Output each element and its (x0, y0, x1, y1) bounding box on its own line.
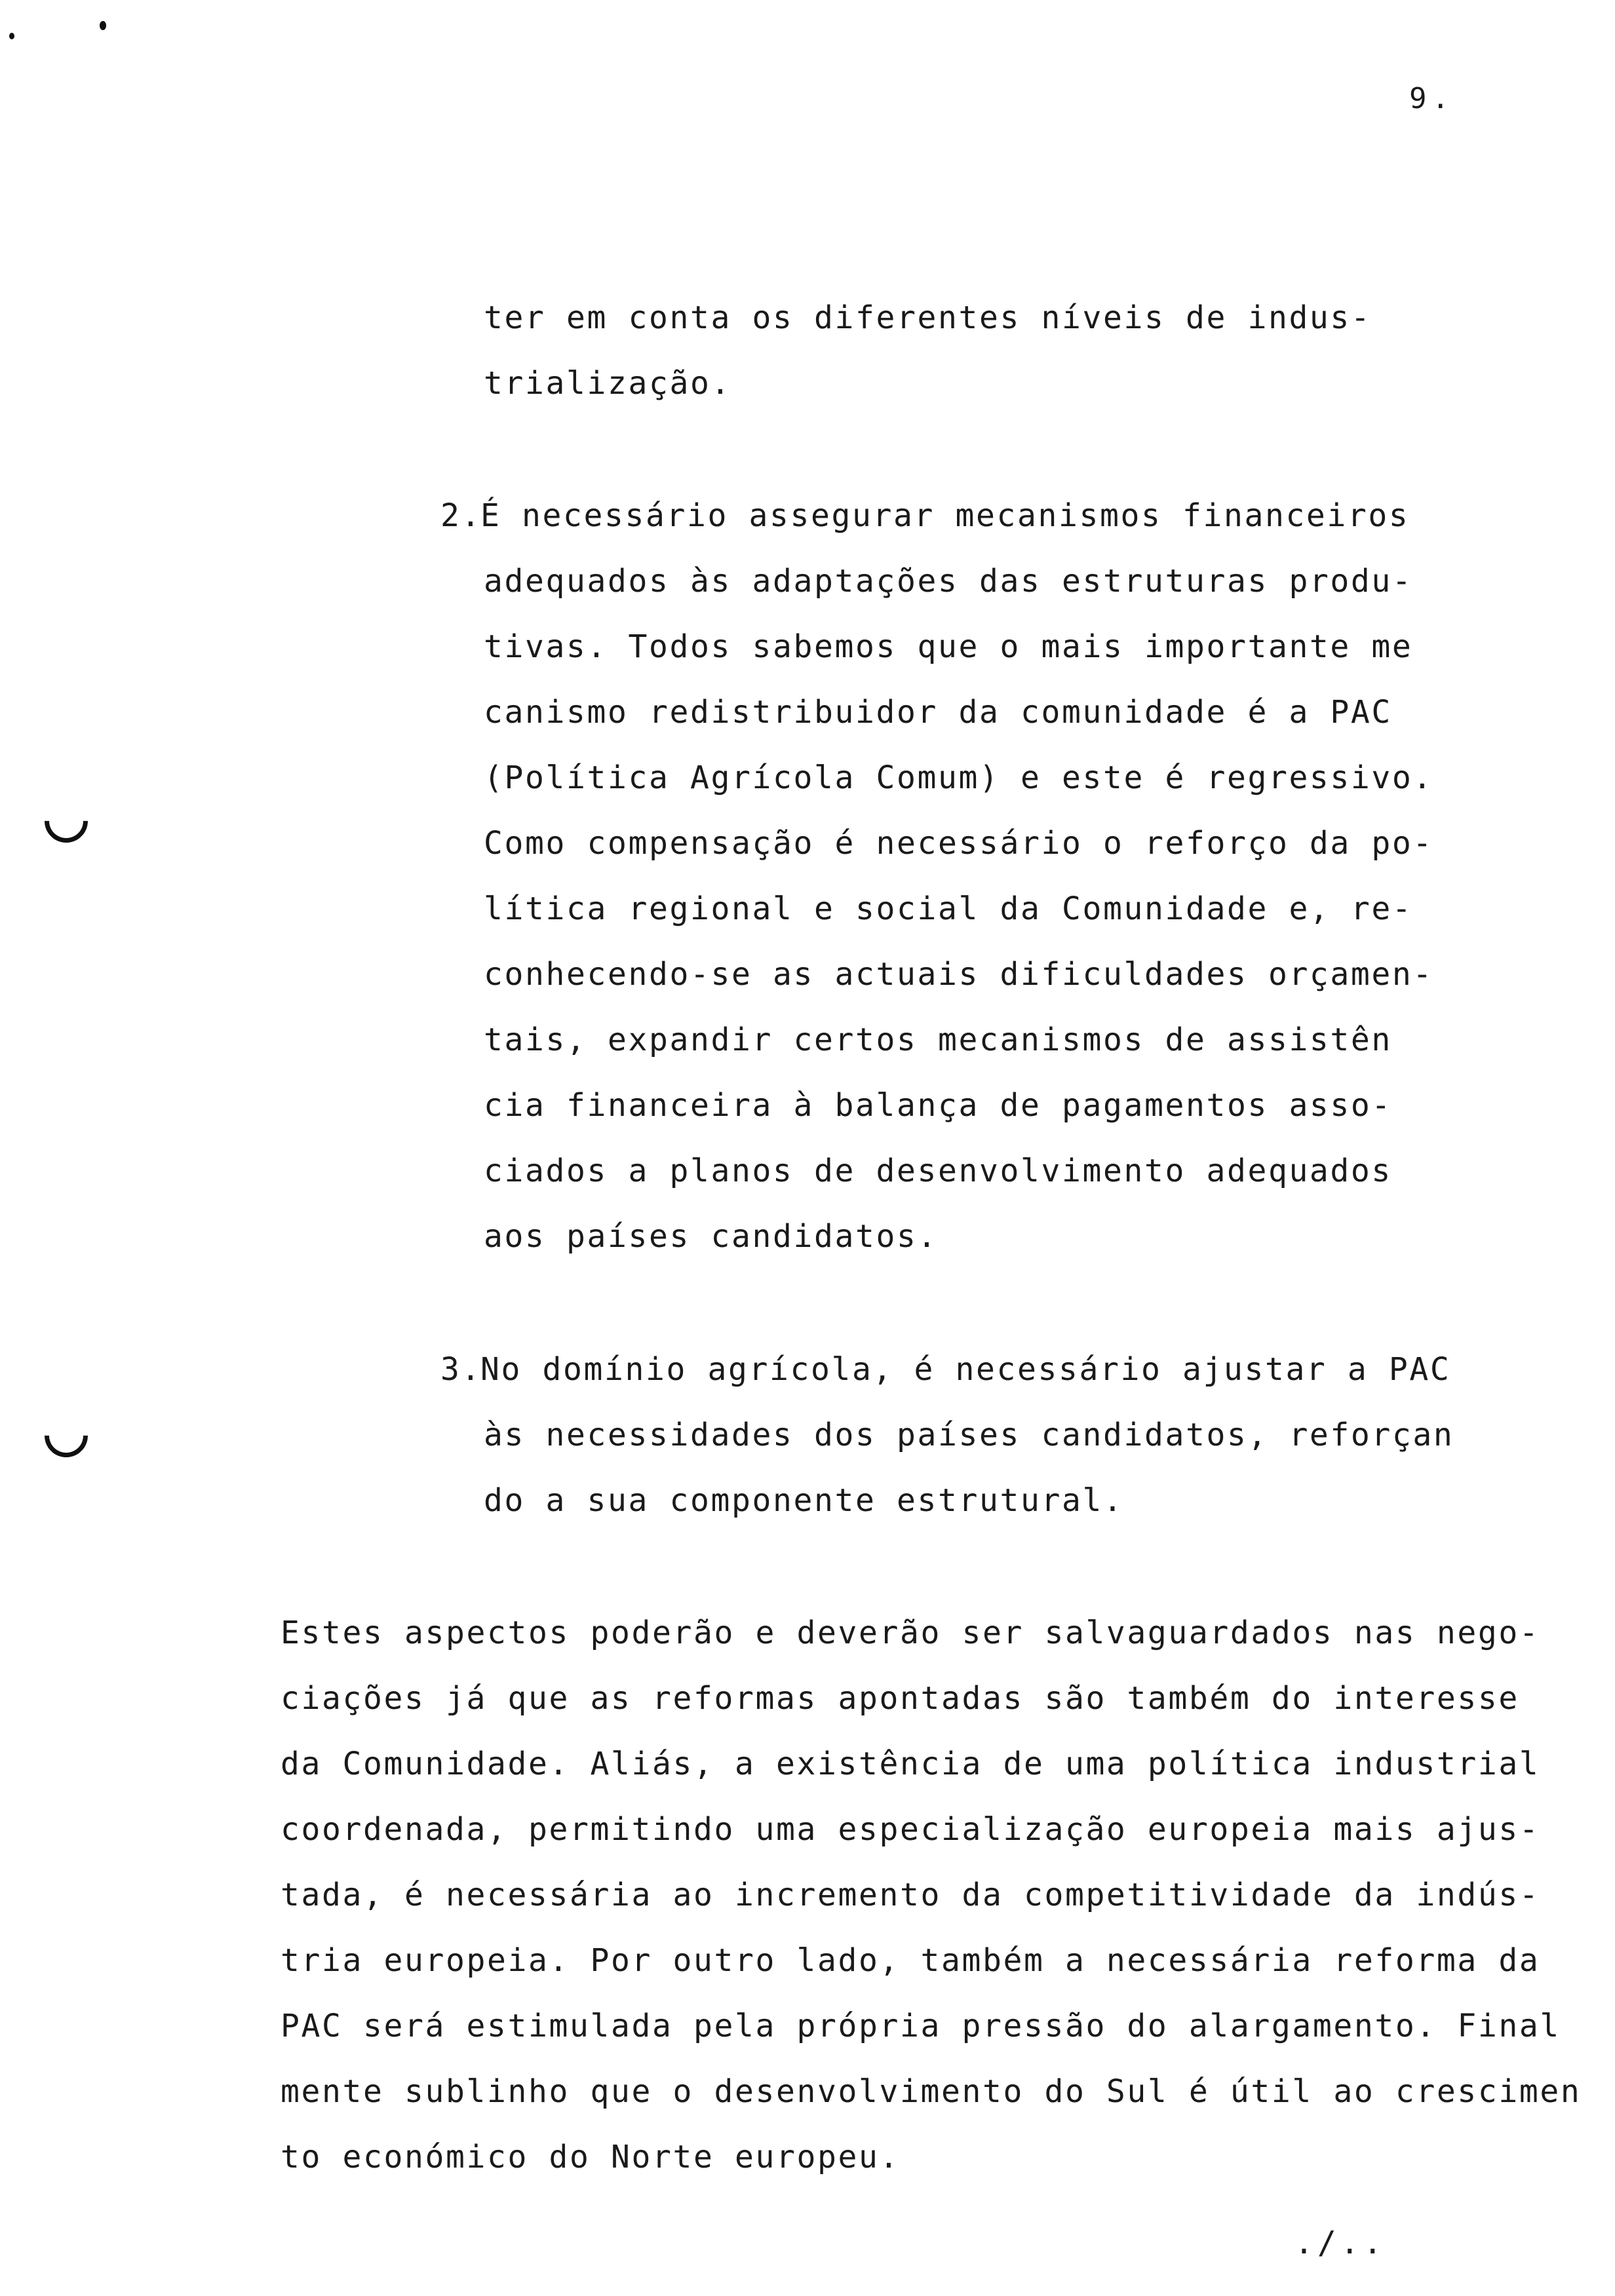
scan-speck (9, 33, 14, 39)
binder-hole-mark (35, 1405, 96, 1466)
text-line: do a sua componente estrutural. (484, 1482, 1124, 1519)
text-line: trialização. (484, 365, 731, 402)
text-line: mente sublinho que o desenvolvimento do Sul é útil ao crescimen (281, 2073, 1582, 2110)
text-line: às necessidades dos países candidatos, reforçan (484, 1417, 1454, 1453)
text-line: tada, é necessária ao incremento da competitividade da indús- (281, 1877, 1540, 1913)
text-line: No domínio agrícola, é necessário ajustar a PAC (480, 1351, 1451, 1388)
text-line: to económico do Norte europeu. (281, 2139, 900, 2175)
text-line: ciados a planos de desenvolvimento adequados (484, 1153, 1392, 1189)
text-line: Estes aspectos poderão e deverão ser salvaguardados nas nego- (281, 1615, 1540, 1651)
continuation-marker: ./.. (1294, 2225, 1386, 2261)
text-line: (Política Agrícola Comum) e este é regressivo. (484, 759, 1433, 796)
text-line: lítica regional e social da Comunidade e, re- (484, 890, 1413, 927)
page-number: 9. (1409, 82, 1454, 115)
text-line: canismo redistribuidor da comunidade é a PAC (484, 694, 1392, 731)
text-line: ter em conta os diferentes níveis de indus- (484, 299, 1372, 336)
text-line: tria europeia. Por outro lado, também a necessária reforma da (281, 1942, 1540, 1979)
text-line: tais, expandir certos mecanismos de assistên (484, 1022, 1392, 1058)
text-line: cia financeira à balança de pagamentos asso- (484, 1087, 1392, 1124)
binder-hole-mark (35, 790, 96, 851)
text-line: Como compensação é necessário o reforço da po- (484, 825, 1433, 862)
text-line: ciações já que as reformas apontadas são também do interesse (281, 1680, 1519, 1717)
text-line: tivas. Todos sabemos que o mais importante me (484, 628, 1413, 665)
text-line: aos países candidatos. (484, 1218, 938, 1255)
text-line: da Comunidade. Aliás, a existência de uma política industrial (281, 1746, 1540, 1782)
text-line: É necessário assegurar mecanismos financeiros (480, 497, 1410, 534)
scan-speck (100, 21, 106, 30)
list-item-number: 3. (440, 1351, 482, 1388)
text-line: conhecendo-se as actuais dificuldades orçamen- (484, 956, 1433, 993)
text-line: coordenada, permitindo uma especialização europeia mais ajus- (281, 1811, 1540, 1848)
text-line: adequados às adaptações das estruturas produ- (484, 563, 1413, 600)
text-line: PAC será estimulada pela própria pressão do alargamento. Final (281, 2008, 1561, 2044)
list-item-number: 2. (440, 497, 482, 534)
